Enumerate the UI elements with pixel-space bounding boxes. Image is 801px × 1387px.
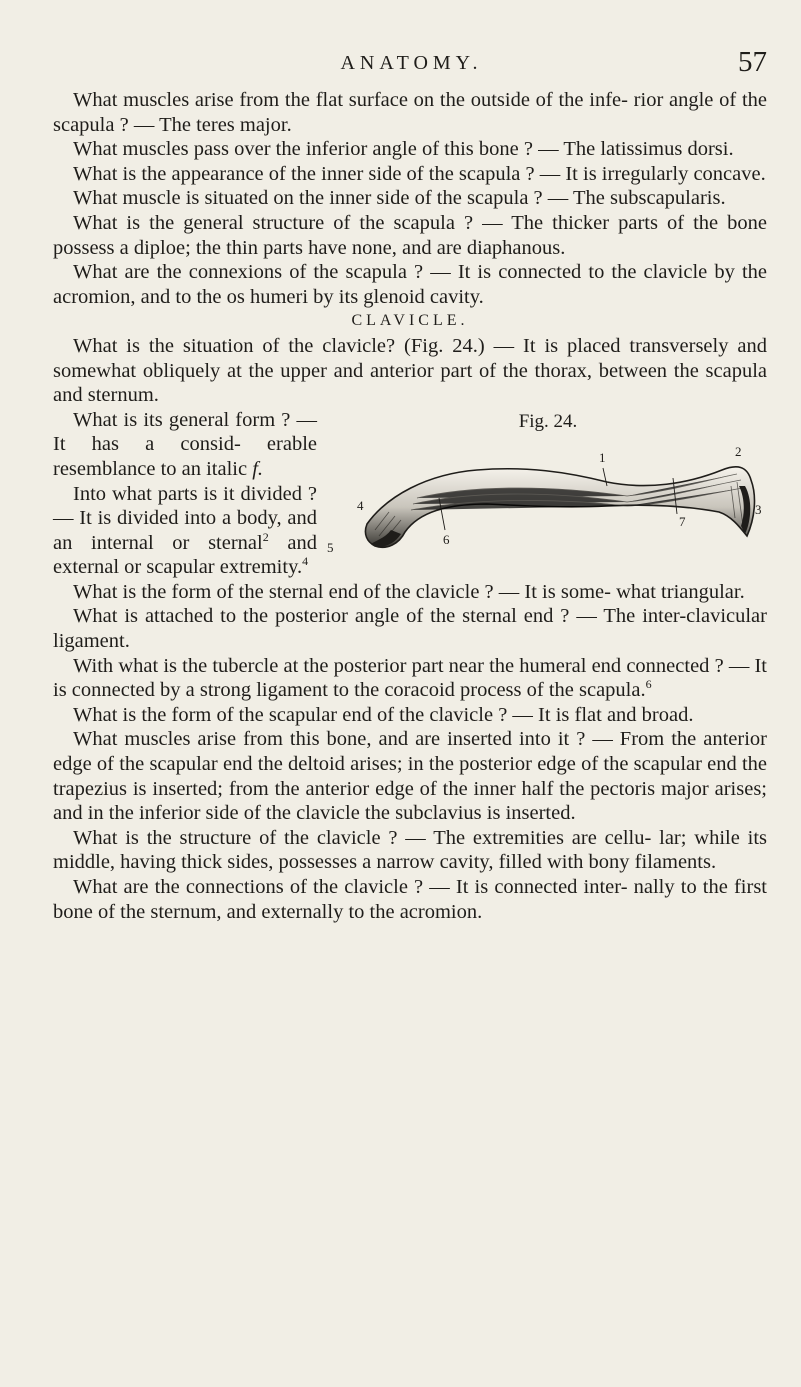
running-title: ANATOMY. bbox=[340, 52, 483, 74]
paragraph: What are the connexions of the scapula ? — It is connected to the clavicle by the acromion, and to the os humeri by its glenoid cavity. bbox=[53, 261, 767, 308]
italic-letter: f. bbox=[252, 457, 264, 480]
page-number: 57 bbox=[738, 46, 767, 78]
figure-label: 2 bbox=[735, 443, 742, 459]
paragraph bbox=[53, 334, 767, 408]
paragraph: What muscle is situated on the inner side of the scapula ? — The subscapularis. bbox=[73, 187, 726, 210]
clavicle-figure bbox=[327, 412, 769, 564]
general-form-text: What is its general form ? — It has a consid- erable resemblance to an italic bbox=[53, 408, 317, 480]
figure-label: 1 bbox=[599, 449, 606, 465]
footnote-marker: 2 bbox=[262, 529, 269, 544]
paragraph bbox=[53, 654, 767, 703]
clavicle-illustration bbox=[327, 426, 769, 562]
divisions-text: Into what parts is it divided ? — It is divided into a body, and an internal or sternal bbox=[53, 482, 317, 554]
paragraph: What muscles arise from this bone, and are inserted into it ? — From the anterior edge of the scapular end the deltoid arises; in the posterior edge of the scapular end the trapezius is inserted; from the anterior edge of the inner half the pectoris major arises; and in the inferior side of the clavicle the subclavius is inserted. bbox=[53, 728, 767, 825]
footnote-marker: 4 bbox=[302, 554, 309, 569]
section-heading: CLAVICLE. bbox=[351, 312, 469, 330]
paragraph: What is the structure of the clavicle ? — The extremities are cellu- lar; while its middle, having thick sides, possesses a narrow cavity, filled with bony filaments. bbox=[53, 826, 767, 874]
figure-label: 7 bbox=[679, 513, 686, 529]
paragraph: What are the connections of the clavicle ? — It is connected inter- nally to the first bone of the sternum, and externally to the acromion. bbox=[53, 876, 767, 923]
footnote-marker: 6 bbox=[645, 677, 652, 692]
paragraph: What is the general structure of the scapula ? — The thicker parts of the bone possess a diploe; the thin parts have none, and are diaphanous. bbox=[53, 211, 767, 259]
running-header bbox=[56, 46, 767, 80]
paragraph: What muscles pass over the inferior angle of this bone ? — The latissimus dorsi. bbox=[73, 138, 734, 161]
tubercle-text: With what is the tubercle at the posterior part near the humeral end connected ? — It is connected by a strong ligament to the coracoid process of the scapula. bbox=[53, 654, 767, 702]
paragraph: What is attached to the posterior angle of the sternal end ? — The inter-clavicular ligament. bbox=[53, 605, 767, 653]
clavicle-situation-text: What is the situation of the clavicle? (Fig. 24.) — It is placed transversely and somewhat obliquely at the upper and anterior part of the thorax, between the scapula and sternum. bbox=[53, 334, 767, 407]
paragraph: What is the form of the sternal end of the clavicle ? — It is some- what triangular. bbox=[73, 580, 745, 603]
figure-caption: Fig. 24. bbox=[518, 410, 578, 432]
figure-label: 5 bbox=[327, 539, 334, 555]
figure-label: 4 bbox=[357, 497, 364, 513]
paragraph: What is the appearance of the inner side of the scapula ? — It is irregularly concave. bbox=[73, 162, 766, 185]
figure-label: 3 bbox=[755, 501, 762, 517]
paragraph: What muscles arise from the flat surface on the outside of the infe- rior angle of the scapula ? — The teres major. bbox=[53, 89, 767, 136]
figure-label: 6 bbox=[443, 531, 450, 547]
paragraph: What is the form of the scapular end of the clavicle ? — It is flat and broad. bbox=[73, 703, 694, 726]
divisions-text-cont: and external or scapular extremity. bbox=[53, 531, 317, 579]
body-text bbox=[53, 88, 767, 924]
